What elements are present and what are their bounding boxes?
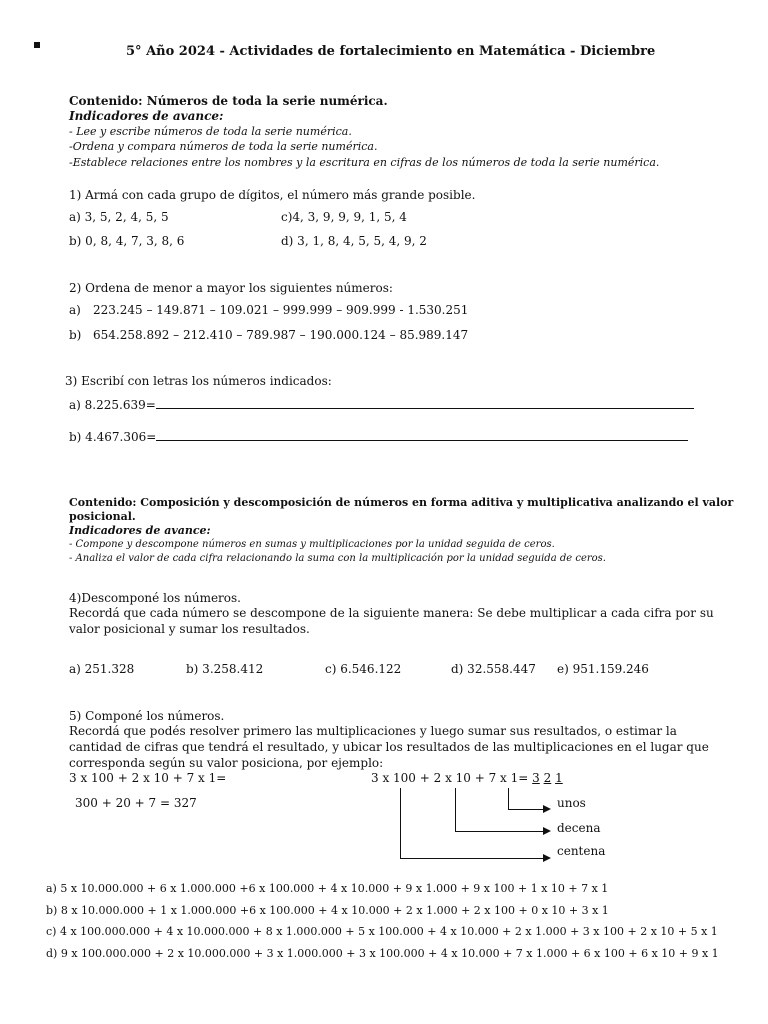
section2-indicadores-title: Indicadores de avance:: [69, 524, 211, 537]
ex4-text-line2: valor posicional y sumar los resultados.: [69, 622, 310, 636]
ex5-item-d: d) 9 x 100.000.000 + 2 x 10.000.000 + 3 x 1.000.000 + 3 x 100.000 + 4 x 10.000 + 7 x 1.000 + 6 x 100 + 6 x 10 + 9 x 1: [46, 947, 719, 960]
section1-indicador-3: -Establece relaciones entre los nombres y la escritura en cifras de los números de toda la serie numérica.: [69, 156, 660, 169]
page-title: 5° Año 2024 - Actividades de fortalecimiento en Matemática - Diciembre: [126, 44, 656, 59]
section2-contenido-line1: Contenido: Composición y descomposición de números en forma aditiva y multiplicativa analizando el valor: [69, 496, 734, 509]
ex1-item-c: c)4, 3, 9, 9, 9, 1, 5, 4: [281, 210, 407, 224]
ex5-text-line1: Recordá que podés resolver primero las multiplicaciones y luego sumar sus resultados, o estimar la: [69, 724, 677, 738]
ex3-item-b: [69, 430, 688, 444]
ex1-item-d: d) 3, 1, 8, 4, 5, 5, 4, 9, 2: [281, 234, 427, 248]
label-unos: unos: [557, 796, 586, 810]
label-centena: centena: [557, 844, 606, 858]
ex5-example-right: [371, 771, 563, 785]
arrow-decena-vertical: [455, 788, 456, 831]
ex5-text-line3: corresponda según su valor posiciona, por ejemplo:: [69, 756, 384, 770]
ex3-item-a-label: a) 8.225.639=: [69, 398, 156, 412]
ex3-answer-line-b[interactable]: [156, 430, 688, 441]
ex5-title: 5) Componé los números.: [69, 709, 225, 723]
ex3-item-a: [69, 398, 694, 412]
arrow-centena-horizontal: [400, 858, 545, 859]
ex4-title: 4)Descomponé los números.: [69, 591, 241, 605]
ex4-item-c: c) 6.546.122: [325, 662, 402, 676]
ex2-item-b: 654.258.892 – 212.410 – 789.987 – 190.000.124 – 85.989.147: [93, 328, 469, 342]
ex2-item-b-label: b): [69, 328, 82, 342]
arrow-decena-horizontal: [455, 831, 545, 832]
arrow-centena-vertical: [400, 788, 401, 858]
arrow-decena-head: [543, 827, 551, 835]
ex4-item-e: e) 951.159.246: [557, 662, 649, 676]
ex5-example-left: 3 x 100 + 2 x 10 + 7 x 1=: [69, 771, 227, 785]
ex1-item-a: a) 3, 5, 2, 4, 5, 5: [69, 210, 169, 224]
ex4-item-d: d) 32.558.447: [451, 662, 536, 676]
ex5-digit-decena: 2: [543, 771, 552, 785]
section2-indicador-2: - Analiza el valor de cada cifra relacionando la suma con la multiplicación por la unidad seguida de ceros.: [69, 553, 606, 564]
ex2-item-a-label: a): [69, 303, 81, 317]
label-decena: decena: [557, 821, 601, 835]
ex4-item-a: a) 251.328: [69, 662, 135, 676]
section1-indicador-1: - Lee y escribe números de toda la serie numérica.: [69, 125, 352, 138]
ex1-prompt: 1) Armá con cada grupo de dígitos, el número más grande posible.: [69, 188, 476, 202]
ex5-digit-centena: 3: [532, 771, 540, 785]
ex5-example-sum: 300 + 20 + 7 = 327: [75, 796, 197, 810]
section1-indicador-2: -Ordena y compara números de toda la serie numérica.: [69, 140, 378, 153]
section1-contenido: Contenido: Números de toda la serie numérica.: [69, 94, 388, 108]
arrow-centena-head: [543, 854, 551, 862]
ex2-prompt: 2) Ordena de menor a mayor los siguientes números:: [69, 281, 393, 295]
ex4-text-line1: Recordá que cada número se descompone de la siguiente manera: Se debe multiplicar a cada cifra por su: [69, 606, 714, 620]
arrow-unos-vertical: [508, 788, 509, 809]
ex3-answer-line-a[interactable]: [156, 398, 694, 409]
ex5-example-right-expr: 3 x 100 + 2 x 10 + 7 x 1=: [371, 771, 529, 785]
section2-indicador-1: - Compone y descompone números en sumas y multiplicaciones por la unidad seguida de ceros.: [69, 539, 555, 550]
section1-indicadores-title: Indicadores de avance:: [69, 109, 224, 123]
section2-contenido-line2: posicional.: [69, 510, 136, 523]
ex5-item-c: c) 4 x 100.000.000 + 4 x 10.000.000 + 8 x 1.000.000 + 5 x 100.000 + 4 x 10.000 + 2 x 1.000 + 3 x 100 + 2 x 10 + 5 x 1: [46, 925, 718, 938]
ex1-item-b: b) 0, 8, 4, 7, 3, 8, 6: [69, 234, 185, 248]
arrow-unos-head: [543, 805, 551, 813]
ex2-item-a: 223.245 – 149.871 – 109.021 – 999.999 – 909.999 - 1.530.251: [93, 303, 469, 317]
arrow-unos-horizontal: [508, 809, 545, 810]
ex5-text-line2: cantidad de cifras que tendrá el resultado, y ubicar los resultados de las multiplicaciones en el lugar que: [69, 740, 709, 754]
ex5-item-a: a) 5 x 10.000.000 + 6 x 1.000.000 +6 x 100.000 + 4 x 10.000 + 9 x 1.000 + 9 x 100 + 1 x 10 + 7 x 1: [46, 882, 609, 895]
ex5-digit-unos: 1: [555, 771, 563, 785]
ex3-prompt: 3) Escribí con letras los números indicados:: [65, 374, 332, 388]
ex5-item-b: b) 8 x 10.000.000 + 1 x 1.000.000 +6 x 100.000 + 4 x 10.000 + 2 x 1.000 + 2 x 100 + 0 x 10 + 3 x 1: [46, 904, 609, 917]
ex4-item-b: b) 3.258.412: [186, 662, 264, 676]
bullet-marker: [34, 42, 40, 48]
ex3-item-b-label: b) 4.467.306=: [69, 430, 157, 444]
